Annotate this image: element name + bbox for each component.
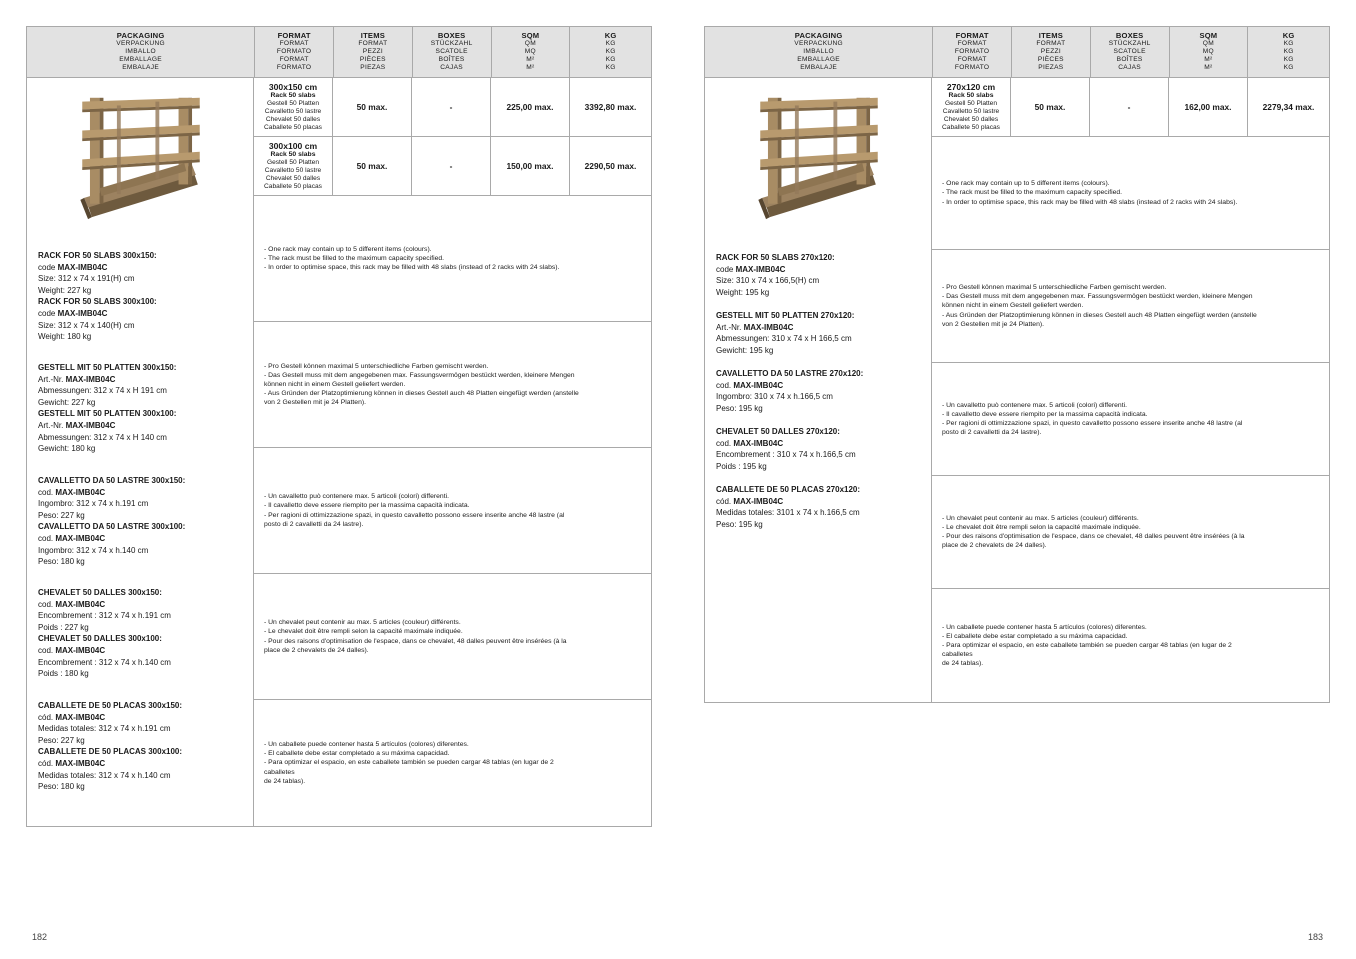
header-title: FORMAT xyxy=(955,31,989,40)
header-items xyxy=(1012,27,1091,77)
sqm-value: 162,00 max. xyxy=(1169,78,1248,136)
note-text xyxy=(942,514,1245,550)
product-line: Poids : 195 kg xyxy=(716,461,767,471)
header-sub: FORMATO xyxy=(954,64,990,71)
format-cell xyxy=(932,78,1011,136)
header-format xyxy=(933,27,1012,77)
product-line: cod. MAX-IMB04C xyxy=(38,533,106,543)
rack-label: Rack 50 slabs xyxy=(948,92,994,100)
header-sub: FORMATO xyxy=(276,48,312,55)
product-line: cód. MAX-IMB04C xyxy=(38,712,106,722)
header-sub: IMBALLO xyxy=(803,48,834,55)
rack-label: Chevalet 50 dalles xyxy=(943,116,999,123)
product-line: CABALLETE DE 50 PLACAS 300x100: xyxy=(38,747,183,757)
header-sub: PIÈCES xyxy=(1037,56,1064,63)
product-line: Abmessungen: 312 x 74 x H 191 cm xyxy=(38,386,167,396)
note-es xyxy=(254,700,651,826)
note-line: - Un cavalletto può contenere max. 5 articoli (colori) differenti. xyxy=(264,493,449,501)
note-it xyxy=(254,448,651,574)
note-line: - Un caballete puede contener hasta 5 artículos (colores) diferentes. xyxy=(942,623,1147,631)
note-line: - Para optimizar el espacio, en este caballete también se pueden cargar 48 tablas (en lugar de 2 xyxy=(942,641,1232,649)
header-sub: KG xyxy=(605,56,616,63)
product-line: CABALLETE DE 50 PLACAS 270x120: xyxy=(716,485,861,494)
product-line: Size: 312 x 74 x 191(H) cm xyxy=(38,274,135,284)
header-title: PACKAGING xyxy=(116,31,165,40)
note-fr xyxy=(254,574,651,700)
product-line: Encombrement : 310 x 74 x h.166,5 cm xyxy=(716,450,856,460)
note-line: - Das Gestell muss mit dem angegebenen max. Fassungsvermögen bestückt werden, kleinere Mengen xyxy=(264,371,575,379)
note-text xyxy=(942,283,1257,328)
note-line: - One rack may contain up to 5 different items (colours). xyxy=(942,180,1110,188)
note-en xyxy=(254,196,651,322)
product-info-en xyxy=(38,250,157,343)
kg-value: 2279,34 max. xyxy=(1262,102,1315,112)
product-line: Medidas totales: 312 x 74 x h.140 cm xyxy=(38,770,171,780)
note-text xyxy=(264,245,559,272)
note-line: posto di 2 cavalletti da 24 lastre). xyxy=(942,429,1042,437)
product-line: cod. MAX-IMB04C xyxy=(716,380,784,390)
product-info-fr xyxy=(38,587,171,680)
product-line: CAVALLETTO DA 50 LASTRE 300x150: xyxy=(38,476,186,485)
product-line: CHEVALET 50 DALLES 300x150: xyxy=(38,588,162,597)
product-line: Encombrement : 312 x 74 x h.140 cm xyxy=(38,657,171,667)
product-line: Medidas totales: 3101 x 74 x h.166,5 cm xyxy=(716,508,860,518)
note-line: können nicht in einem Gestell geliefert werden. xyxy=(264,380,406,388)
header-title: SQM xyxy=(521,31,540,40)
note-line: - Pro Gestell können maximal 5 unterschiedliche Farben gemischt werden. xyxy=(264,362,489,370)
header-sub: EMBALLAGE xyxy=(797,56,840,63)
header-sub: STÜCKZAHL xyxy=(430,40,473,47)
header-items xyxy=(334,27,413,77)
header-title: BOXES xyxy=(1115,31,1144,40)
page-183 xyxy=(704,26,1330,703)
header-sub: PIEZAS xyxy=(1038,64,1064,71)
product-line: Art.-Nr. MAX-IMB04C xyxy=(716,322,794,332)
header-sub: BOÎTES xyxy=(438,56,465,63)
note-line: de 24 tablas). xyxy=(942,660,984,668)
product-line: CHEVALET 50 DALLES 270x120: xyxy=(716,427,840,436)
product-line: GESTELL MIT 50 PLATTEN 300x150: xyxy=(38,363,177,372)
header-sub: SCATOLE xyxy=(435,48,468,55)
header-sub: FORMAT xyxy=(1036,40,1066,47)
product-info-en xyxy=(716,252,835,298)
header-sub: M² xyxy=(526,64,535,71)
header-kg xyxy=(570,27,651,77)
page-number: 182 xyxy=(32,932,48,942)
header-sub: M² xyxy=(1204,56,1213,63)
product-line: Weight: 227 kg xyxy=(38,285,92,295)
details-cell xyxy=(254,78,651,826)
note-line: - Le chevalet doit être rempli selon la capacité maximale indiquée. xyxy=(942,523,1141,531)
header-sub: EMBALLAGE xyxy=(119,56,162,63)
header-title: PACKAGING xyxy=(794,31,843,40)
rack-label: Gestell 50 Platten xyxy=(944,100,998,108)
header-title: ITEMS xyxy=(1038,31,1063,40)
note-fr xyxy=(932,476,1329,589)
format-dimensions: 300x150 cm xyxy=(268,82,318,93)
note-line: - The rack must be filled to the maximum capacity specified. xyxy=(942,189,1123,197)
boxes-value: - xyxy=(1090,78,1169,136)
product-line: Medidas totales: 312 x 74 x h.191 cm xyxy=(38,724,171,734)
product-line: cód. MAX-IMB04C xyxy=(716,496,784,506)
header-packaging xyxy=(27,27,255,77)
product-line: Size: 312 x 74 x 140(H) cm xyxy=(38,320,135,330)
note-line: posto di 2 cavalletti da 24 lastre). xyxy=(264,520,364,528)
product-line: GESTELL MIT 50 PLATTEN 300x100: xyxy=(38,409,177,419)
table-header xyxy=(705,27,1329,78)
note-de xyxy=(932,250,1329,363)
note-line: - Per ragioni di ottimizzazione spazi, in questo cavalletto possono essere inserite anche 48 lastre (al xyxy=(264,511,565,519)
note-line: caballetes xyxy=(264,768,295,776)
rack-label: Chevalet 50 dalles xyxy=(265,116,321,123)
rack-label: Cavalletto 50 lastre xyxy=(264,167,322,175)
product-line: cod. MAX-IMB04C xyxy=(38,645,106,655)
product-line: Gewicht: 180 kg xyxy=(38,444,96,454)
note-text xyxy=(942,179,1237,206)
product-line: Abmessungen: 312 x 74 x H 140 cm xyxy=(38,432,167,442)
note-line: - Un chevalet peut contenir au max. 5 articles (couleur) différents. xyxy=(942,514,1139,522)
boxes-value: - xyxy=(412,137,491,195)
rack-label: Chevalet 50 dalles xyxy=(265,175,321,182)
header-kg xyxy=(1248,27,1329,77)
product-info-fr xyxy=(716,426,856,472)
format-cell xyxy=(254,78,333,136)
note-line: von 2 Gestellen mit je 24 Platten). xyxy=(942,320,1045,328)
header-sub: KG xyxy=(1283,64,1294,71)
header-title: FORMAT xyxy=(277,31,311,40)
header-sub: KG xyxy=(1283,56,1294,63)
packaging-table xyxy=(26,26,652,827)
boxes-value: - xyxy=(412,78,491,136)
header-boxes xyxy=(1091,27,1170,77)
header-format xyxy=(255,27,334,77)
note-line: - Pour des raisons d'optimisation de l'espace, dans ce chevalet, 48 dalles peuvent être insérées (à la xyxy=(264,637,567,645)
header-sub: EMBALAJE xyxy=(122,64,160,71)
header-sub: STÜCKZAHL xyxy=(1108,40,1151,47)
product-line: RACK FOR 50 SLABS 300x150: xyxy=(38,251,157,260)
note-line: können nicht in einem Gestell geliefert werden. xyxy=(942,302,1084,310)
details-cell xyxy=(932,78,1329,702)
product-line: GESTELL MIT 50 PLATTEN 270x120: xyxy=(716,311,855,320)
product-line: CHEVALET 50 DALLES 300x100: xyxy=(38,634,162,644)
product-line: cod. MAX-IMB04C xyxy=(716,438,784,448)
header-sub: PIEZAS xyxy=(360,64,386,71)
product-line: code MAX-IMB04C xyxy=(38,262,108,272)
product-line: CAVALLETTO DA 50 LASTRE 300x100: xyxy=(38,522,186,532)
kg-value: 3392,80 max. xyxy=(584,102,637,112)
note-line: von 2 Gestellen mit je 24 Platten). xyxy=(264,399,367,407)
note-line: - Un cavalletto può contenere max. 5 articoli (colori) differenti. xyxy=(942,401,1127,409)
product-info-es xyxy=(716,484,860,530)
product-line: Peso: 195 kg xyxy=(716,403,763,413)
rack-label: Gestell 50 Platten xyxy=(266,100,320,108)
note-text xyxy=(264,618,567,654)
header-sub: KG xyxy=(605,48,616,55)
header-sub: IMBALLO xyxy=(125,48,156,55)
header-sub: KG xyxy=(1283,48,1294,55)
header-sub: KG xyxy=(605,40,616,47)
note-it xyxy=(932,363,1329,476)
note-line: de 24 tablas). xyxy=(264,777,306,785)
product-line: Encombrement : 312 x 74 x h.191 cm xyxy=(38,611,171,621)
product-line: Size: 310 x 74 x 166,5(H) cm xyxy=(716,276,820,286)
note-line: - El caballete debe estar completado a su máxima capacidad. xyxy=(264,750,450,758)
note-line: - Aus Gründen der Platzoptimierung können in dieses Gestell auch 48 Platten eingefügt werden (anstelle xyxy=(264,390,579,398)
header-sub: FORMATO xyxy=(954,48,990,55)
product-line: Art.-Nr. MAX-IMB04C xyxy=(38,374,116,384)
rack-label: Rack 50 slabs xyxy=(270,92,316,100)
product-info-it xyxy=(716,368,863,414)
header-sub: FORMAT xyxy=(957,56,987,63)
header-sub: M² xyxy=(1204,64,1213,71)
wooden-rack-image xyxy=(753,92,885,222)
header-sub: FORMAT xyxy=(279,40,309,47)
sqm-value: 225,00 max. xyxy=(491,78,570,136)
product-line: Ingombro: 312 x 74 x h.191 cm xyxy=(38,499,149,509)
header-sub: SCATOLE xyxy=(1113,48,1146,55)
rack-label: Caballete 50 placas xyxy=(264,123,322,131)
header-sub: FORMAT xyxy=(957,40,987,47)
header-sub: PEZZI xyxy=(1040,48,1061,55)
note-de xyxy=(254,322,651,448)
note-line: - In order to optimise space, this rack may be filled with 48 slabs (instead of 2 racks with 24 slabs). xyxy=(942,198,1238,206)
product-line: CABALLETE DE 50 PLACAS 300x150: xyxy=(38,701,183,710)
product-line: code MAX-IMB04C xyxy=(716,264,786,274)
note-line: place de 2 chevalets de 24 dalles). xyxy=(942,542,1047,550)
note-text xyxy=(264,362,579,407)
product-line: Weight: 180 kg xyxy=(38,332,92,342)
header-sub: FORMATO xyxy=(276,64,312,71)
header-title: SQM xyxy=(1199,31,1218,40)
header-sub: CAJAS xyxy=(440,64,464,71)
rack-label: Caballete 50 placas xyxy=(264,182,322,190)
header-boxes xyxy=(413,27,492,77)
rack-label: Cavalletto 50 lastre xyxy=(942,108,1000,116)
page-182 xyxy=(26,26,652,827)
page-number: 183 xyxy=(1308,932,1324,942)
note-line: - Pro Gestell können maximal 5 unterschiedliche Farben gemischt werden. xyxy=(942,284,1167,292)
note-line: - El caballete debe estar completado a su máxima capacidad. xyxy=(942,632,1128,640)
note-text xyxy=(264,492,564,528)
header-title: ITEMS xyxy=(360,31,385,40)
packaging-cell xyxy=(705,78,932,702)
note-line: - Per ragioni di ottimizzazione spazi, in questo cavalletto possono essere inserite anche 48 lastre (al xyxy=(942,420,1243,427)
product-line: Peso: 180 kg xyxy=(38,557,85,567)
product-info-de xyxy=(716,310,854,356)
format-row xyxy=(254,78,651,137)
product-line: Ingombro: 310 x 74 x h.166,5 cm xyxy=(716,392,833,402)
rack-label: Caballete 50 placas xyxy=(942,123,1000,131)
header-sub: QM xyxy=(1202,40,1214,47)
kg-value: 2290,50 max. xyxy=(584,161,637,171)
product-line: Peso: 195 kg xyxy=(716,519,763,529)
items-value: 50 max. xyxy=(333,137,412,195)
header-sub: PEZZI xyxy=(362,48,383,55)
note-line: - Das Gestell muss mit dem angegebenen max. Fassungsvermögen bestückt werden, kleinere Mengen xyxy=(942,293,1253,301)
product-line: Peso: 180 kg xyxy=(38,782,85,792)
header-sub: CAJAS xyxy=(1118,64,1142,71)
note-text xyxy=(264,740,554,785)
note-text xyxy=(942,401,1242,437)
header-sqm xyxy=(1170,27,1249,77)
product-line: RACK FOR 50 SLABS 270x120: xyxy=(716,253,835,262)
header-sqm xyxy=(492,27,571,77)
wooden-rack-image xyxy=(75,92,207,222)
format-row xyxy=(254,137,651,196)
header-sub: EMBALAJE xyxy=(800,64,838,71)
product-info-it xyxy=(38,475,185,568)
note-line: - Un caballete puede contener hasta 5 artículos (colores) diferentes. xyxy=(264,741,469,749)
product-line: cod. MAX-IMB04C xyxy=(38,599,106,609)
note-line: - In order to optimise space, this rack may be filled with 48 slabs (instead of 2 racks with 24 slabs). xyxy=(264,264,560,272)
header-sub: KG xyxy=(605,64,616,71)
items-value: 50 max. xyxy=(333,78,412,136)
product-line: Ingombro: 312 x 74 x h.140 cm xyxy=(38,545,149,555)
product-line: Peso: 227 kg xyxy=(38,510,85,520)
note-line: place de 2 chevalets de 24 dalles). xyxy=(264,646,369,654)
product-line: Abmessungen: 310 x 74 x H 166,5 cm xyxy=(716,334,852,344)
items-value: 50 max. xyxy=(1011,78,1090,136)
format-dimensions: 270x120 cm xyxy=(946,82,996,93)
product-line: CAVALLETTO DA 50 LASTRE 270x120: xyxy=(716,369,864,378)
header-sub: PIÈCES xyxy=(359,56,386,63)
product-info-de xyxy=(38,362,176,455)
product-line: RACK FOR 50 SLABS 300x100: xyxy=(38,297,157,307)
note-line: - Il cavalletto deve essere riempito per la massima capacità indicata. xyxy=(264,502,470,510)
format-cell xyxy=(254,137,333,195)
note-line: - One rack may contain up to 5 different items (colours). xyxy=(264,245,432,253)
header-sub: MQ xyxy=(524,48,536,55)
note-line: - The rack must be filled to the maximum capacity specified. xyxy=(264,254,445,262)
format-dimensions: 300x100 cm xyxy=(268,141,318,152)
note-line: - Un chevalet peut contenir au max. 5 articles (couleur) différents. xyxy=(264,619,461,627)
header-sub: FORMAT xyxy=(358,40,388,47)
packaging-table xyxy=(704,26,1330,703)
note-en xyxy=(932,137,1329,250)
rack-label: Rack 50 slabs xyxy=(270,151,316,159)
rack-label: Cavalletto 50 lastre xyxy=(264,108,322,116)
sqm-value: 150,00 max. xyxy=(491,137,570,195)
table-header xyxy=(27,27,651,78)
note-line: - Le chevalet doit être rempli selon la capacité maximale indiquée. xyxy=(264,628,463,636)
product-line: Weight: 195 kg xyxy=(716,287,770,297)
packaging-cell xyxy=(27,78,254,826)
product-line: Art.-Nr. MAX-IMB04C xyxy=(38,420,116,430)
product-line: Peso: 227 kg xyxy=(38,735,85,745)
header-sub: FORMAT xyxy=(279,56,309,63)
header-sub: MQ xyxy=(1202,48,1214,55)
product-line: code MAX-IMB04C xyxy=(38,308,108,318)
product-line: Poids : 180 kg xyxy=(38,669,89,679)
header-packaging xyxy=(705,27,933,77)
format-row xyxy=(932,78,1329,137)
header-sub: VERPACKUNG xyxy=(116,40,165,47)
product-info-es xyxy=(38,700,182,793)
header-sub: KG xyxy=(1283,40,1294,47)
header-title: KG xyxy=(1282,31,1295,40)
note-text xyxy=(942,623,1232,668)
header-sub: BOÎTES xyxy=(1116,56,1143,63)
rack-label: Gestell 50 Platten xyxy=(266,159,320,167)
note-line: - Pour des raisons d'optimisation de l'espace, dans ce chevalet, 48 dalles peuvent être insérées (à la xyxy=(942,533,1245,540)
note-line: - Il cavalletto deve essere riempito per la massima capacità indicata. xyxy=(942,410,1148,418)
product-line: Gewicht: 195 kg xyxy=(716,345,774,355)
note-es xyxy=(932,589,1329,702)
product-line: Gewicht: 227 kg xyxy=(38,397,96,407)
note-line: - Aus Gründen der Platzoptimierung können in dieses Gestell auch 48 Platten eingefügt werden (anstelle xyxy=(942,311,1257,319)
product-line: Poids : 227 kg xyxy=(38,622,89,632)
product-line: cód. MAX-IMB04C xyxy=(38,758,106,768)
header-sub: M² xyxy=(526,56,535,63)
note-line: - Para optimizar el espacio, en este caballete también se pueden cargar 48 tablas (en lugar de 2 xyxy=(264,759,554,767)
header-sub: QM xyxy=(524,40,536,47)
header-title: BOXES xyxy=(437,31,466,40)
header-sub: VERPACKUNG xyxy=(794,40,843,47)
note-line: caballetes xyxy=(942,651,973,659)
header-title: KG xyxy=(604,31,617,40)
product-line: cod. MAX-IMB04C xyxy=(38,487,106,497)
